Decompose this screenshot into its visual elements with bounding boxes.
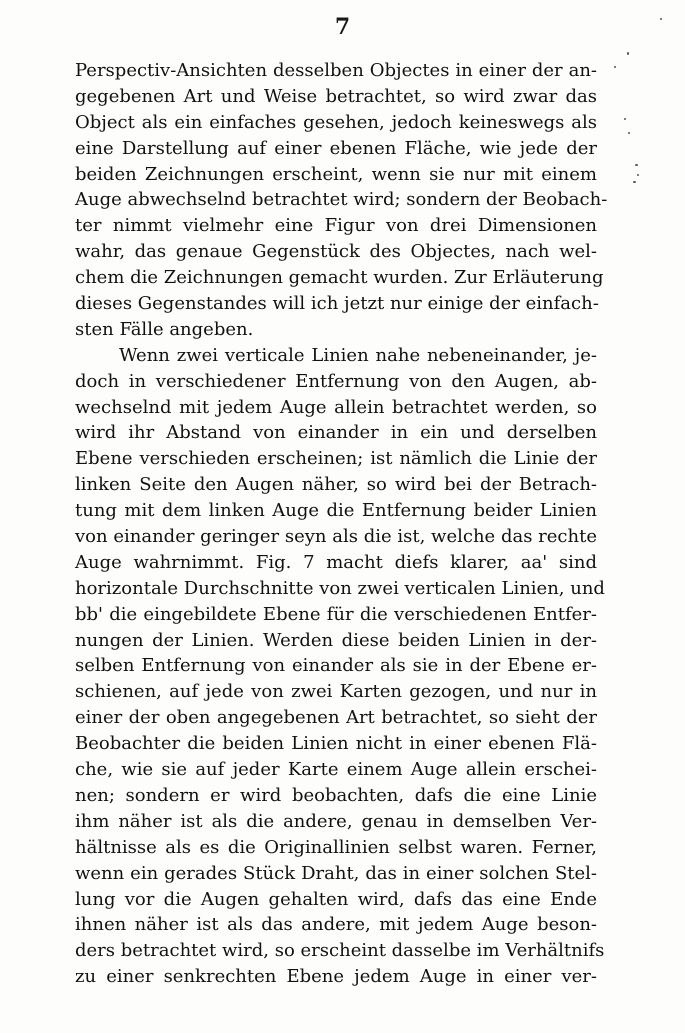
- text-line: Auge abwechselnd betrachtet wird; sondern der Beobach-: [75, 189, 608, 211]
- text-line: linken Seite den Augen näher, so wird bei der Betrach-: [75, 474, 597, 496]
- text-line: ter nimmt vielmehr eine Figur von drei Dimensionen: [75, 215, 597, 237]
- text-line: schienen, auf jede von zwei Karten gezogen, und nur in: [75, 681, 597, 703]
- text-line-paragraph-start: Wenn zwei verticale Linien nahe nebeneinander, je-: [119, 344, 597, 366]
- scan-speck: [614, 66, 616, 68]
- page-number: 7: [334, 14, 351, 40]
- text-line: doch in verschiedener Entfernung von den Augen, ab-: [75, 370, 597, 392]
- text-line: nungen der Linien. Werden diese beiden Linien in der-: [75, 629, 597, 651]
- text-line: Ebene verschieden erscheinen; ist nämlich die Linie der: [75, 448, 597, 470]
- text-line: horizontale Durchschnitte von zwei verticalen Linien, und: [75, 577, 605, 599]
- text-line: Beobachter die beiden Linien nicht in einer ebenen Flä-: [75, 733, 597, 755]
- text-line: ders betrachtet wird, so erscheint dasselbe im Verhältnifs: [75, 940, 605, 962]
- text-line: zu einer senkrechten Ebene jedem Auge in einer ver-: [75, 966, 597, 988]
- text-line: hältnisse als es die Originallinien selbst waren. Ferner,: [75, 836, 597, 858]
- text-line: chem die Zeichnungen gemacht wurden. Zur Erläuterung: [75, 267, 604, 289]
- body-text: [75, 58, 608, 990]
- scan-speck: [627, 52, 629, 55]
- text-line: lung vor die Augen gehalten wird, dafs das eine Ende: [75, 888, 597, 910]
- text-line: Auge wahrnimmt. Fig. 7 macht diefs klarer, aa' sind: [75, 551, 597, 573]
- text-line: dieses Gegenstandes will ich jetzt nur einige der einfach-: [75, 293, 599, 315]
- text-line: bb' die eingebildete Ebene für die verschiedenen Entfer-: [75, 603, 597, 625]
- text-line: eine Darstellung auf einer ebenen Fläche, wie jede der: [75, 137, 597, 159]
- text-line: von einander geringer seyn als die ist, welche das rechte: [75, 526, 597, 548]
- text-line: selben Entfernung von einander als sie in der Ebene er-: [75, 655, 597, 677]
- text-line: gegebenen Art und Weise betrachtet, so wird zwar das: [75, 85, 597, 107]
- scan-speck: [624, 118, 626, 120]
- text-line: wechselnd mit jedem Auge allein betrachtet werden, so: [75, 396, 597, 418]
- scan-speck: [660, 18, 662, 20]
- text-line: Object als ein einfaches gesehen, jedoch keineswegs als: [75, 111, 597, 133]
- text-line: beiden Zeichnungen erscheint, wenn sie nur mit einem: [75, 163, 597, 185]
- text-line-paragraph-end: sten Fälle angeben.: [75, 318, 254, 340]
- text-line: wenn ein gerades Stück Draht, das in einer solchen Stel-: [75, 862, 597, 884]
- scan-speck: [635, 164, 638, 166]
- scan-speck: [637, 174, 639, 176]
- text-line: wahr, das genaue Gegenstück des Objectes, nach wel-: [75, 241, 597, 263]
- text-line: ihm näher ist als die andere, genau in demselben Ver-: [75, 810, 597, 832]
- text-line: einer der oben angegebenen Art betrachtet, so sieht der: [75, 707, 597, 729]
- scan-speck: [628, 132, 630, 134]
- text-line: tung mit dem linken Auge die Entfernung beider Linien: [75, 500, 597, 522]
- text-line: Perspectiv-Ansichten desselben Objectes in einer der an-: [75, 60, 597, 81]
- text-line: ihnen näher ist als das andere, mit jedem Auge beson-: [75, 914, 597, 936]
- text-line: nen; sondern er wird beobachten, dafs die eine Linie: [75, 784, 597, 806]
- scan-speck: [633, 181, 636, 183]
- text-line: che, wie sie auf jeder Karte einem Auge allein erschei-: [75, 759, 597, 781]
- text-line: wird ihr Abstand von einander in ein und derselben: [75, 422, 597, 444]
